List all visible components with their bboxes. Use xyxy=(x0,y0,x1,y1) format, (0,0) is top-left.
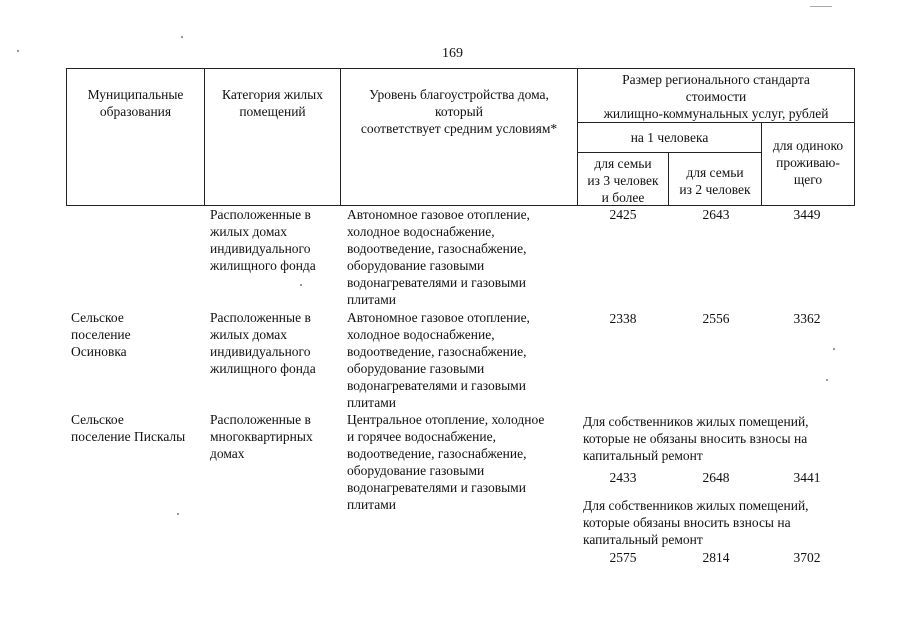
value-family-2: 2556 xyxy=(702,311,730,326)
owners-not-obliged-note: Для собственников жилых помещений, которые не обязаны вносить взносы на капитальный ремонт xyxy=(583,414,809,463)
value-family-2: 2643 xyxy=(702,207,730,222)
owners-obliged-note: Для собственников жилых помещений, которые обязаны вносить взносы на капитальный ремонт xyxy=(583,498,809,547)
header-family-2: для семьи из 2 человек xyxy=(679,165,751,197)
header-municipality: Муниципальные образования xyxy=(87,87,184,119)
page-number: 169 xyxy=(442,46,463,61)
value-family-3: 2433 xyxy=(609,470,637,485)
row-municipality: Сельское поселение Пискалы xyxy=(71,412,186,444)
value-single: 3702 xyxy=(793,550,821,565)
row-municipality: Сельское поселение Осиновка xyxy=(71,310,131,359)
row-amenity: Автономное газовое отопление, холодное водоснабжение, водоотведение, газоснабжение, оборудование газовыми водонагревателями и газовыми плитами xyxy=(347,207,530,307)
header-category: Категория жилых помещений xyxy=(222,87,323,119)
value-family-2: 2648 xyxy=(702,470,730,485)
value-single: 3362 xyxy=(793,311,821,326)
value-family-3: 2425 xyxy=(609,207,637,222)
header-regional-standard: Размер регионального стандарта стоимости жилищно-коммунальных услуг, рублей xyxy=(603,72,829,121)
row-category: Расположенные в жилых домах индивидуального жилищного фонда xyxy=(210,207,316,273)
value-family-3: 2338 xyxy=(609,311,637,326)
value-family-2: 2814 xyxy=(702,550,730,565)
value-single: 3441 xyxy=(793,470,821,485)
row-category: Расположенные в многоквартирных домах xyxy=(210,412,313,461)
row-category: Расположенные в жилых домах индивидуального жилищного фонда xyxy=(210,310,316,376)
row-amenity: Автономное газовое отопление, холодное водоснабжение, водоотведение, газоснабжение, оборудование газовыми водонагревателями и газовыми плитами xyxy=(347,310,530,410)
header-amenity-level: Уровень благоустройства дома, который соответствует средним условиям* xyxy=(360,87,558,136)
value-single: 3449 xyxy=(793,207,821,222)
value-family-3: 2575 xyxy=(609,550,637,565)
header-per-person: на 1 человека xyxy=(630,130,709,145)
header-single: для одиноко проживаю- щего xyxy=(772,138,844,187)
row-amenity: Центральное отопление, холодное и горячее водоснабжение, водоотведение, газоснабжение, оборудование газовыми водонагревателями и газовыми плитами xyxy=(347,412,545,512)
header-family-3: для семьи из 3 человек и более xyxy=(587,156,659,205)
